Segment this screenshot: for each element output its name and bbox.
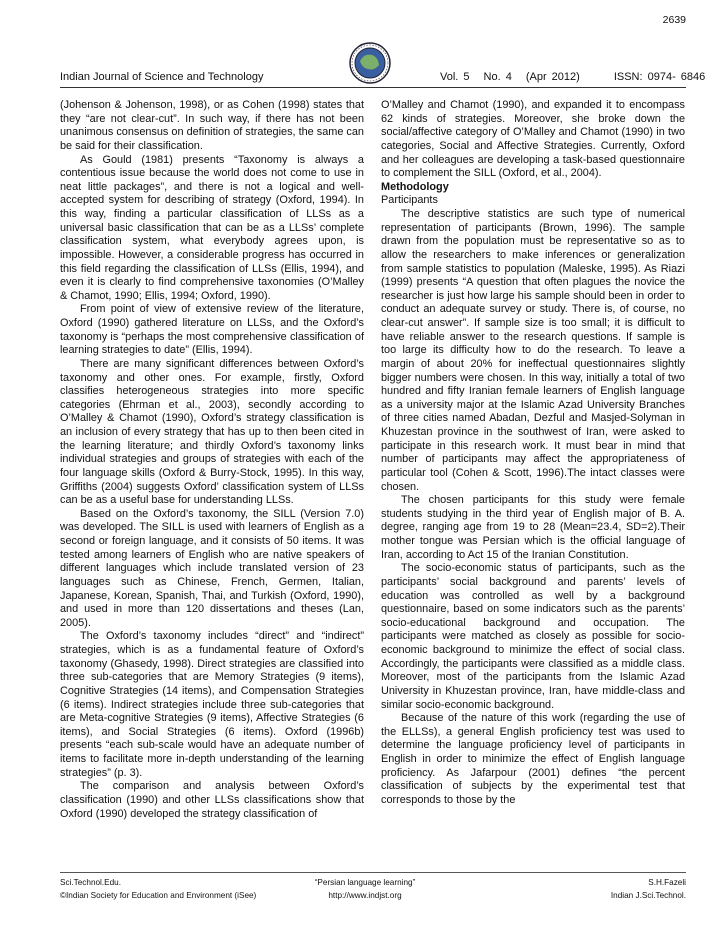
footer-right-line1: S.H.Fazeli [648,878,686,887]
page-number: 2639 [662,14,686,26]
running-header [60,71,706,88]
paragraph: Because of the nature of this work (regarding the use of the ELLSs), a general English proficiency test was used to determine the language proficiency level of participants in English in order to minimize the effect of English language proficiency. As Jafarpour (2001) defines “the percent classification of subjects by the experimental test that corresponds to those by the [381,712,685,806]
volume: Vol. 5 [440,71,470,83]
paragraph: The Oxford’s taxonomy includes “direct” and “indirect” strategies, which is as a fundamental feature of Oxford’s taxonomy (Ghasedy, 1998). Direct strategies are classified into three sub-categories that are Memory Strategies (9 items), Cognitive Strategies (14 items), and Compensation Strategies (6 items). Indirect strategies include three sub-categories that are Meta-cognitive Strategies (9 items), Affective Strategies (6 items), and Social Strategies (6 items). Oxford (1996b) presents “each sub-scale would have an adequate number of items to facilitate more in-depth understanding of the learning strategies” (p. 3). [60,630,364,779]
paragraph: The chosen participants for this study were female students studying in the third year of English major of B. A. degree, ranging age from 19 to 28 (Mean=23.4, SD=2).Their mother tongue was Persian which is the official language of Iran, according to Act 15 of the Iranian Constitution. [381,494,685,561]
paragraph: Based on the Oxford’s taxonomy, the SILL (Version 7.0) was developed. The SILL is used with learners of English as a second or foreign language, and it consists of 50 items. It was tested among learners of English who are native speakers of different languages which include translated version of 23 languages such as Chinese, French, Germen, Italian, Japanese, Korean, Spanish, Thai, and Turkish (Oxford, 1990), and used in more than 120 dissertations and theses (Lan, 2005). [60,507,364,629]
right-column [381,99,685,808]
paragraph: (Johenson & Johenson, 1998), or as Cohen (1998) states that they “are not clear-cut”. In such way, if there has not been unanimous consensus on definition of strategies, the same can be said for their classification. [60,99,364,152]
paragraph: As Gould (1981) presents “Taxonomy is always a contentious issue because the world does not come to use in neat little packages”, and there is not a logical and well-accepted system for describing of strategy (Oxford, 1994). In this way, finding a particular classification of LLSs as a universal basic classification that can be as a LLSs’ complete classification system, what everybody agrees upon, is impossible. However, a considerable progress has occurred in this field regarding the classification of LLSs (Ellis, 1994), and even it is clearly to find comprehensive taxonomies (O’Malley & Chamot, 1990; Ellis, 1994; Oxford, 1990). [60,153,364,302]
issue-number: No. 4 [483,71,512,83]
journal-logo-icon [348,41,392,85]
issue-meta [440,71,705,83]
footer-center-line1: “Persian language learning” [314,878,416,887]
left-column [60,99,364,821]
footer-url-link[interactable]: http://www.indjst.org [328,891,402,900]
paragraph: The comparison and analysis between Oxford’s classification (1990) and other LLSs classifications show that Oxford (1990) developed the strategy classification of [60,780,364,820]
paragraph: O’Malley and Chamot (1990), and expanded it to encompass 62 kinds of strategies. Moreover, she broke down the social/affective category of O’Malley and Chamot (1990) in two categories, Social and Affective Strategies. Currently, Oxford and her colleagues are developing a task-based questionnaire to complement the SILL (Oxford, et al., 2004). [381,99,685,180]
paragraph: There are many significant differences between Oxford’s taxonomy and other ones. For example, firstly, Oxford classifies heterogeneous strategies into more specific categories (Ehrman et al., 2003), secondly according to O’Malley & Chamot (1990), Oxford’s strategy classification is an inclusion of every strategy that has up to then been cited in the learning literature; and thirdly Oxford’s taxonomy links individual strategies and groups of strategies with each of the four language skills (Oxford & Burry-Stock, 1995). In this way, Griffiths (2004) suggests Oxford’ classification system of LLSs can be as a useful base for understanding LLSs. [60,357,364,507]
paragraph: From point of view of extensive review of the literature, Oxford (1990) gathered literature on LLSs, and the Oxford’s taxonomy is “perhaps the most comprehensive classification of learning strategies to date” (Ellis, 1994). [60,303,364,357]
footer-right [611,876,686,902]
footer-left-line1: Sci.Technol.Edu. [60,878,121,887]
page-footer [60,872,686,900]
paragraph: The socio-economic status of participants, such as the participants’ social background and parents’ levels of education was controlled as well by a background questionnaire, based on some indicators such as the parents’ socio-educational background and occupation. The participants were matched as closely as possible for socio-economic background to minimize the effect of social class. Accordingly, the participants were classified as a middle class. Moreover, most of the participants from the Islamic Azad University in Khuzestan province, Iran, have middle-class and similar socio-economic background. [381,562,685,711]
section-heading: Methodology [381,180,449,193]
footer-center [295,876,435,902]
paragraph: The descriptive statistics are such type of numerical representation of participants (Brown, 1996). The sample drawn from the population must be representative so as to allow the researchers to make inferences or generalization from sample statistics to population (Maleske, 1995). As Riazi (1999) presents “A question that often plagues the novice the researcher is just how large his sample should been in order to conduct an adequate survey or study. There is, of course, no clear-cut answer”. If sample size is too small; it is difficult to have reliable answer to the research questions. If sample is too large its difficulty how to do the research. To leave a margin of about 20% for ineffectual questionnaires slightly bigger numbers were chosen. In this way, initially a total of two hundred and fifty Iranian female learners of English language as a university major at the Islamic Azad University Branches of three cities named Abadan, Dezful and Masjed-Solyman in Khuzestan province in the southwest of Iran, were asked to participate in this research work. It must bear in mind that number of participants may affect the appropriateness of particular tool (Cohen & Scott, 1996).The intact classes were chosen. [381,208,685,493]
issue-date: (Apr 2012) [525,71,580,83]
footer-right-line2: Indian J.Sci.Technol. [610,891,686,900]
issn: ISSN: 0974- 6846 [613,71,706,83]
footer-left [60,876,256,902]
journal-title: Indian Journal of Science and Technology [60,71,264,83]
footer-left-line2: ©Indian Society for Education and Environment (iSee) [60,891,257,900]
subsection-heading: Participants [381,194,438,207]
